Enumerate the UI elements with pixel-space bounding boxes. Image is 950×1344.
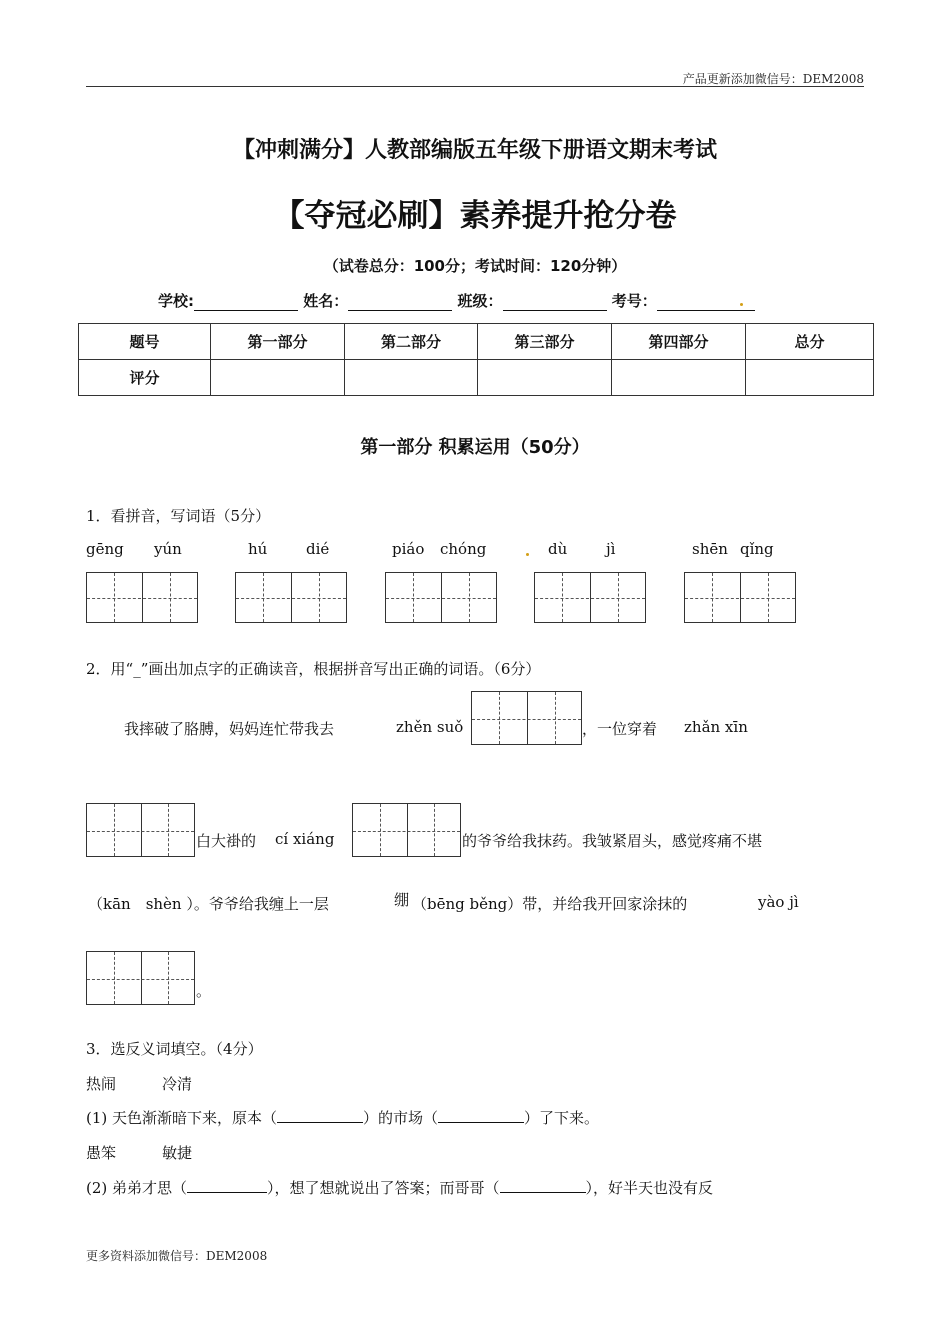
score-table-row [79, 360, 874, 396]
writing-grid[interactable] [385, 572, 497, 623]
writing-grid[interactable] [235, 572, 347, 623]
footer-note: 更多资料添加微信号：DEM2008 [86, 1249, 268, 1263]
writing-grid[interactable] [86, 951, 195, 1005]
pinyin-label: yào jì [758, 893, 799, 911]
school-field[interactable] [194, 294, 298, 311]
passage-text: 。 [196, 982, 212, 1000]
pinyin-label: gēng [86, 540, 124, 558]
header-rule [86, 86, 864, 87]
school-label: 学校: [158, 292, 194, 310]
pinyin-label: cí xiáng [275, 830, 335, 848]
section-title: 第一部分 积累运用（50分） [360, 437, 590, 458]
answer-blank[interactable] [438, 1108, 524, 1123]
pinyin-label: dié [306, 540, 330, 558]
ink-dot [526, 553, 529, 556]
score-cell[interactable] [612, 360, 746, 396]
score-header-cell: 第四部分 [612, 324, 746, 360]
pinyin-label: shēn [692, 540, 728, 558]
class-field[interactable] [503, 294, 607, 311]
pinyin-label: jì [606, 540, 616, 558]
writing-grid[interactable] [534, 572, 646, 623]
score-header-cell: 总分 [746, 324, 874, 360]
score-header-cell: 第二部分 [345, 324, 478, 360]
sentence-1 [86, 1107, 599, 1128]
ink-dot [740, 303, 743, 306]
writing-grid[interactable] [471, 691, 582, 745]
exam-title: 【冲刺满分】人教部编版五年级下册语文期末考试 [232, 138, 717, 163]
pinyin-label: yún [154, 540, 182, 558]
passage-text: （kān shèn ）。爷爷给我缠上一层 [88, 895, 329, 913]
score-cell[interactable] [211, 360, 345, 396]
writing-grid[interactable] [86, 803, 195, 857]
dotted-character: 绷 [394, 891, 410, 909]
name-label: 姓名： [303, 292, 349, 310]
word-option: 冷清 [162, 1075, 193, 1093]
sentence-text: (2) 弟弟才思（ [86, 1179, 188, 1197]
score-header-cell: 第一部分 [211, 324, 345, 360]
question-1-title: 1．看拼音，写词语（5分） [86, 507, 271, 525]
class-label: 班级： [457, 292, 503, 310]
answer-blank[interactable] [500, 1178, 586, 1193]
score-table [78, 323, 874, 396]
word-option: 愚笨 [86, 1144, 117, 1162]
exam-subtitle: 【夺冠必刷】素养提升抢分卷 [273, 198, 677, 234]
word-option: 敏捷 [162, 1144, 193, 1162]
question-2-title: 2．用“_”画出加点字的正确读音，根据拼音写出正确的词语。（6分） [86, 660, 541, 678]
passage-text: （bēng běng）带，并给我开回家涂抹的 [412, 895, 688, 913]
sentence-text: ），想了想就说出了答案；而哥哥（ [267, 1179, 500, 1197]
score-cell[interactable] [746, 360, 874, 396]
writing-grid[interactable] [86, 572, 198, 623]
score-header-cell: 题号 [79, 324, 211, 360]
question-3-title: 3．选反义词填空。（4分） [86, 1040, 263, 1058]
exam-number-label: 考号： [611, 292, 657, 310]
sentence-text: ）了下来。 [524, 1109, 600, 1127]
answer-blank[interactable] [187, 1178, 267, 1193]
pinyin-label: zhǎn xīn [684, 718, 748, 736]
sentence-2 [86, 1177, 713, 1198]
pinyin-label: hú [248, 540, 268, 558]
score-row-label: 评分 [79, 360, 211, 396]
sentence-text: ）的市场（ [363, 1109, 439, 1127]
sentence-text: (1) 天色渐渐暗下来，原本（ [86, 1109, 278, 1127]
score-cell[interactable] [478, 360, 612, 396]
score-table-header-row [79, 324, 874, 360]
passage-text: ，一位穿着 [582, 720, 658, 738]
pinyin-label: piáo [392, 540, 425, 558]
writing-grid[interactable] [684, 572, 796, 623]
pinyin-label: qǐng [740, 540, 774, 558]
pinyin-label: chóng [440, 540, 487, 558]
word-option: 热闹 [86, 1075, 117, 1093]
score-cell[interactable] [345, 360, 478, 396]
pinyin-label: zhěn suǒ [396, 718, 464, 736]
header-note: 产品更新添加微信号：DEM2008 [682, 72, 864, 86]
pinyin-label: dù [548, 540, 568, 558]
student-info-line [158, 290, 755, 311]
writing-grid[interactable] [352, 803, 461, 857]
passage-text: 白大褂的 [196, 832, 257, 850]
name-field[interactable] [348, 294, 452, 311]
answer-blank[interactable] [277, 1108, 363, 1123]
sentence-text: ），好半天也没有反 [585, 1179, 714, 1197]
passage-text: 的爷爷给我抹药。我皱紧眉头，感觉疼痛不堪 [462, 832, 763, 850]
exam-meta: （试卷总分：100分；考试时间：120分钟） [323, 257, 627, 275]
score-header-cell: 第三部分 [478, 324, 612, 360]
passage-text: 我摔破了胳膊，妈妈连忙带我去 [124, 720, 335, 738]
